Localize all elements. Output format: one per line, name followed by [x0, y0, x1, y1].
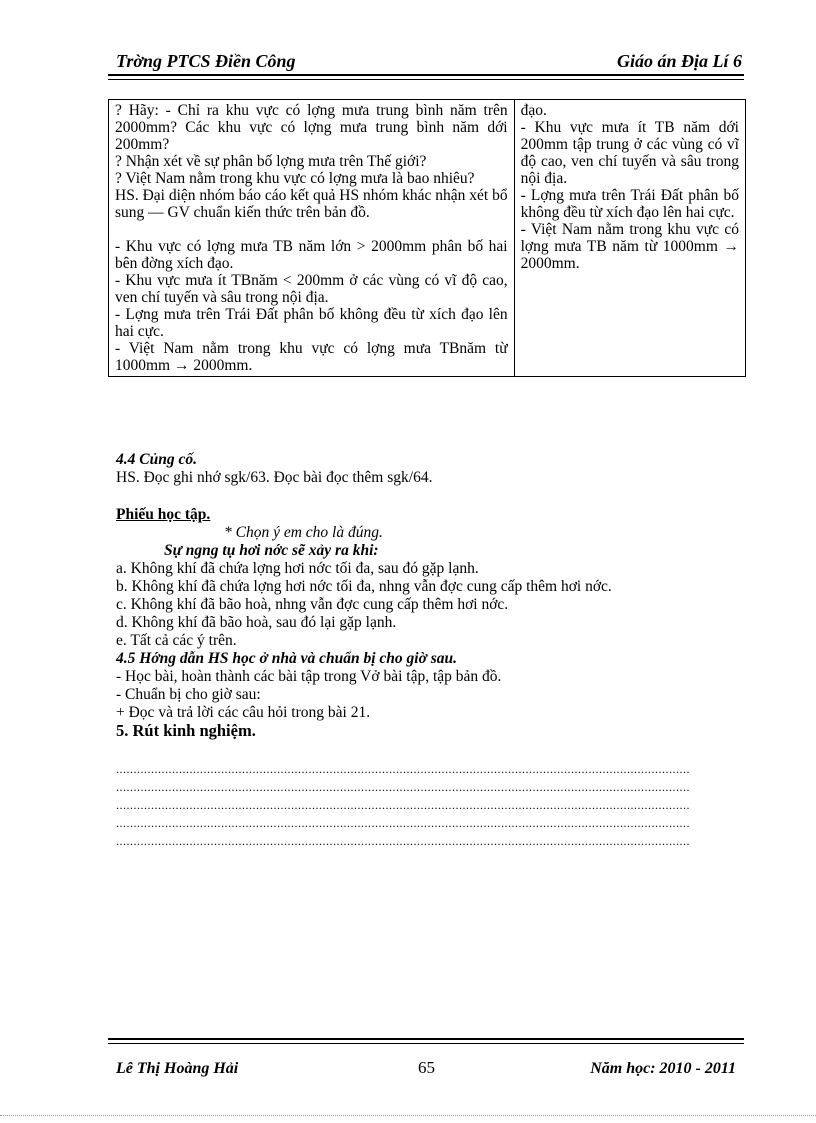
homework-line-2: - Chuẩn bị cho giờ sau:: [116, 686, 261, 703]
page-number: 65: [418, 1058, 435, 1077]
table-left-cell: [109, 100, 515, 377]
right-low-rainfall: - Khu vực mưa ít TB năm dới 200mm tập trung ở các vùng có vĩ độ cao, ven chí tuyến và sâu trong nội địa.: [520, 119, 739, 187]
dotted-line: ....................................................................................................................................................................: [116, 834, 690, 848]
dotted-line: ....................................................................................................................................................................: [116, 780, 690, 794]
answer-uneven: - Lợng mưa trên Trái Đất phân bố không đều từ xích đạo lên hai cực.: [115, 306, 508, 340]
section-44-text: HS. Đọc ghi nhớ sgk/63. Đọc bài đọc thêm sgk/64.: [116, 469, 433, 486]
question-distribution: ? Nhận xét về sự phân bố lợng mưa trên Thế giới?: [115, 153, 427, 170]
dotted-line: ....................................................................................................................................................................: [116, 816, 690, 830]
footer-author: Lê Thị Hoàng Hải: [116, 1060, 239, 1077]
table-right-cell: [514, 100, 745, 377]
dotted-line: ....................................................................................................................................................................: [116, 798, 690, 812]
answer-low-rainfall: - Khu vực mưa ít TBnăm < 200mm ở các vùng có vĩ độ cao, ven chí tuyến và sâu trong nội địa.: [115, 272, 508, 306]
worksheet-question: Sự ngng tụ hơi nớc sẽ xảy ra khi:: [164, 542, 379, 559]
worksheet-title: Phiếu học tập.: [116, 506, 211, 523]
header-school: Trờng PTCS Điền Công: [116, 51, 296, 71]
spacer: [115, 221, 508, 238]
page-bottom-edge: [0, 1115, 816, 1116]
right-vietnam: - Việt Nam nằm trong khu vực có lợng mưa TB năm từ 1000mm → 2000mm.: [520, 221, 739, 272]
footer-rule: [108, 1038, 744, 1044]
section-5-heading: 5. Rút kinh nghiệm.: [116, 721, 256, 740]
answer-high-rainfall: - Khu vực có lợng mưa TB năm lớn > 2000mm phân bố hai bên đờng xích đạo.: [115, 238, 508, 272]
lesson-table: [108, 99, 746, 377]
footer-year: Năm học: 2010 - 2011: [590, 1060, 736, 1077]
option-a: a. Không khí đã chứa lợng hơi nớc tối đa, sau đó gặp lạnh.: [116, 560, 479, 577]
option-b: b. Không khí đã chứa lợng hơi nớc tối đa, nhng vẫn đợc cung cấp thêm hơi nớc.: [116, 578, 612, 595]
option-d: d. Không khí đã bão hoà, sau đó lại gặp lạnh.: [116, 614, 397, 631]
question-rainfall-regions: ? Hãy: - Chỉ ra khu vực có lợng mưa trung bình năm trên 2000mm? Các khu vực có lợng mưa trung bình năm dới 200mm?: [115, 102, 508, 153]
header-rule: [108, 74, 744, 80]
homework-line-3: + Đọc và trả lời các câu hỏi trong bài 21.: [116, 704, 371, 721]
worksheet-instruction: * Chọn ý em cho là đúng.: [224, 524, 383, 541]
answer-vietnam: - Việt Nam nằm trong khu vực có lợng mưa TBnăm từ 1000mm → 2000mm.: [115, 340, 508, 374]
homework-line-1: - Học bài, hoàn thành các bài tập trong Vở bài tập, tập bản đồ.: [116, 668, 502, 685]
header-subject: Giáo án Địa Lí 6: [616, 51, 742, 71]
right-line-equator: đạo.: [520, 102, 547, 119]
option-c: c. Không khí đã bão hoà, nhng vẫn đợc cung cấp thêm hơi nớc.: [116, 596, 509, 613]
option-e: e. Tất cả các ý trên.: [116, 632, 237, 649]
section-45-heading: 4.5 Hớng dẫn HS học ở nhà và chuẩn bị cho giờ sau.: [116, 650, 458, 667]
section-44-heading: 4.4 Củng cố.: [116, 451, 197, 468]
question-vietnam: ? Việt Nam nằm trong khu vực có lợng mưa là bao nhiêu?: [115, 170, 475, 187]
right-uneven: - Lợng mưa trên Trái Đất phân bố không đều từ xích đạo lên hai cực.: [520, 187, 739, 221]
hs-activity: HS. Đại diện nhóm báo cáo kết quả HS nhóm khác nhận xét bổ sung — GV chuẩn kiến thức trên bản đồ.: [115, 187, 508, 221]
dotted-line: ....................................................................................................................................................................: [116, 762, 690, 776]
